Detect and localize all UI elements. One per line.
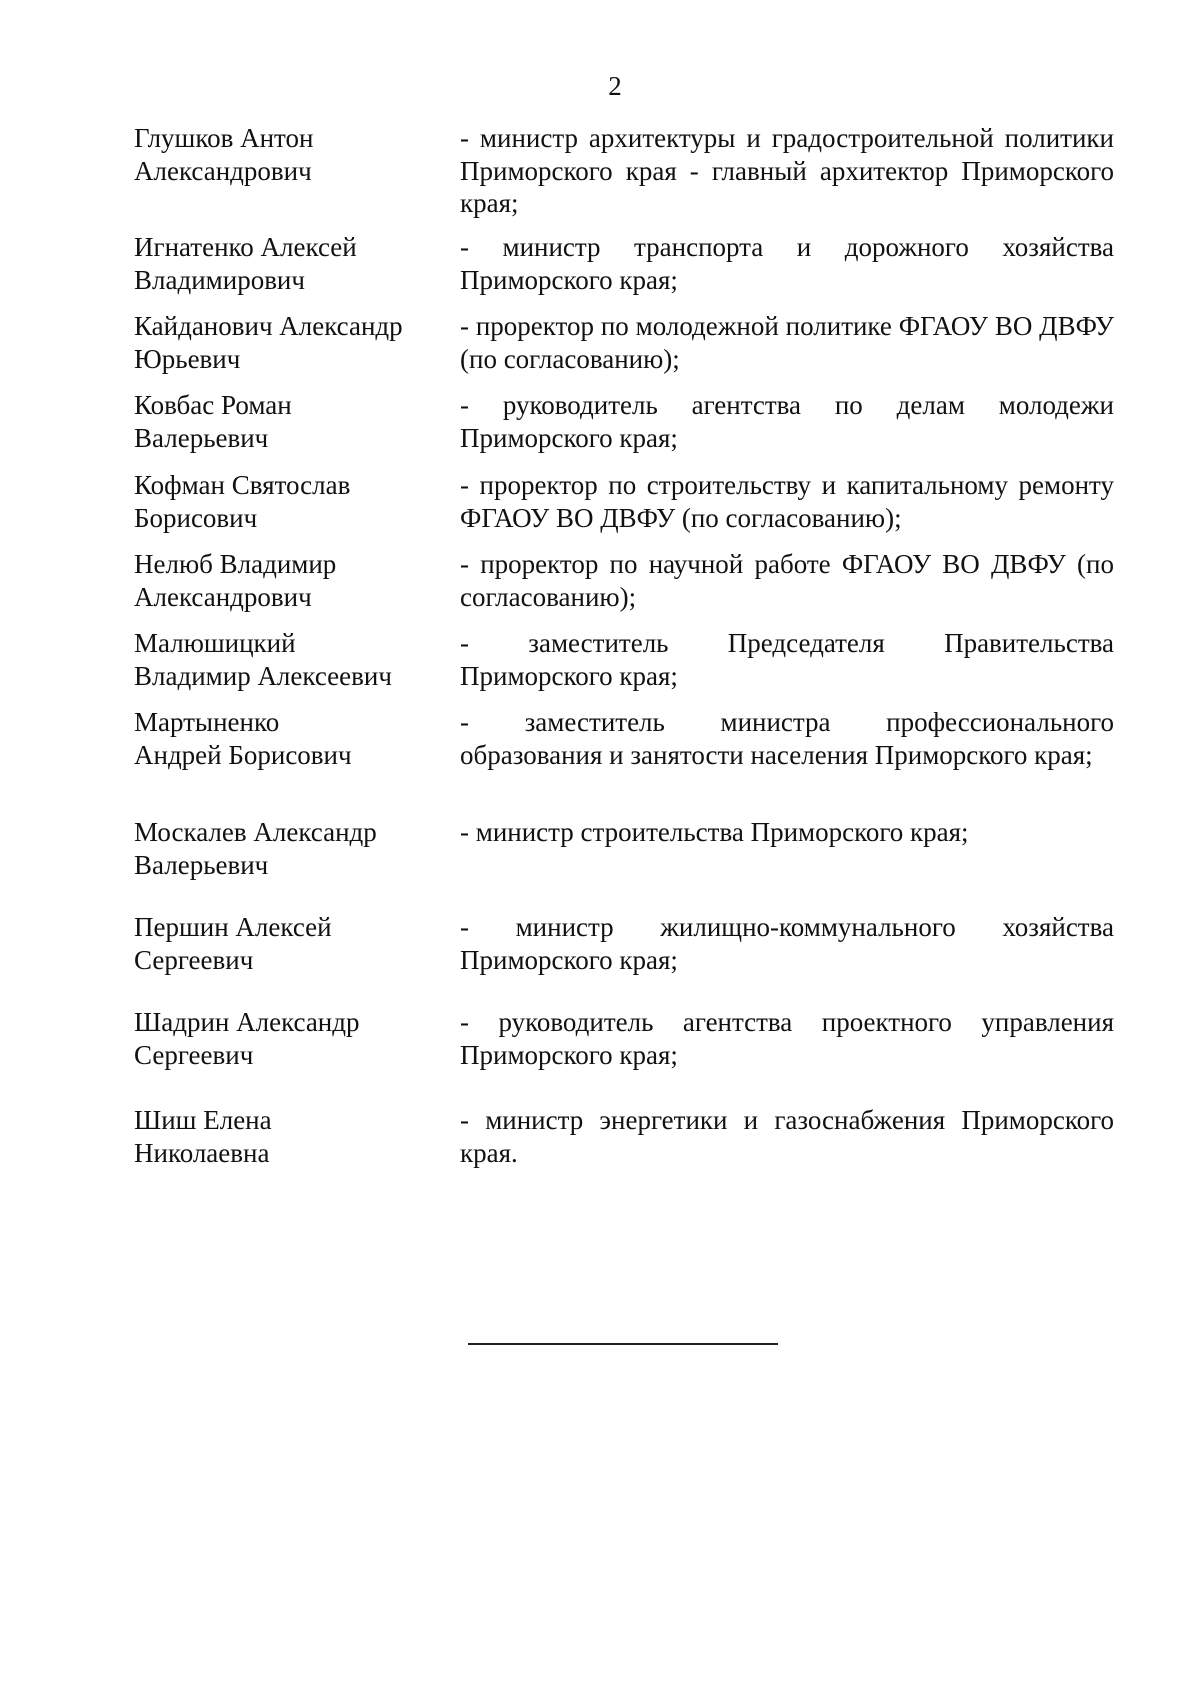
member-name: Кофман Святослав Борисович	[134, 470, 351, 533]
member-name: Игнатенко Алексей Владимирович	[134, 232, 357, 295]
member-name: Шиш Елена Николаевна	[134, 1105, 272, 1168]
member-position: - министр энергетики и газоснабжения Приморского края.	[460, 1105, 1114, 1168]
member-position: - проректор по молодежной политике ФГАОУ ВО ДВФУ (по согласованию);	[460, 311, 1114, 374]
member-position: - министр транспорта и дорожного хозяйства Приморского края;	[460, 232, 1114, 295]
member-name: Ковбас Роман Валерьевич	[134, 390, 292, 453]
page-number: 2	[608, 71, 622, 101]
member-position: - заместитель Председателя Правительства Приморского края;	[460, 628, 1114, 691]
member-name: Кайданович Александр Юрьевич	[134, 311, 403, 374]
member-name: Москалев Александр Валерьевич	[134, 817, 377, 880]
member-name: Глушков Антон Александрович	[134, 123, 314, 186]
member-position: - заместитель министра профессионального образования и занятости населения Приморского края;	[460, 707, 1114, 770]
member-position: - министр архитектуры и градостроительной политики Приморского края - главный архитектор Приморского края;	[460, 123, 1114, 218]
member-name: Шадрин Александр Сергеевич	[134, 1007, 360, 1070]
member-name: Мартыненко Андрей Борисович	[134, 707, 352, 770]
member-position: - руководитель агентства по делам молодежи Приморского края;	[460, 390, 1114, 453]
member-position: - руководитель агентства проектного управления Приморского края;	[460, 1007, 1114, 1070]
member-name: Малюшицкий Владимир Алексеевич	[134, 628, 392, 691]
member-name: Першин Алексей Сергеевич	[134, 912, 332, 975]
member-position: - проректор по строительству и капитальному ремонту ФГАОУ ВО ДВФУ (по согласованию);	[460, 470, 1114, 533]
member-position: - министр жилищно-коммунального хозяйства Приморского края;	[460, 912, 1114, 975]
member-position: - министр строительства Приморского края;	[460, 817, 969, 847]
end-separator-line	[468, 1343, 778, 1345]
member-name: Нелюб Владимир Александрович	[134, 549, 337, 612]
member-position: - проректор по научной работе ФГАОУ ВО ДВФУ (по согласованию);	[460, 549, 1114, 612]
